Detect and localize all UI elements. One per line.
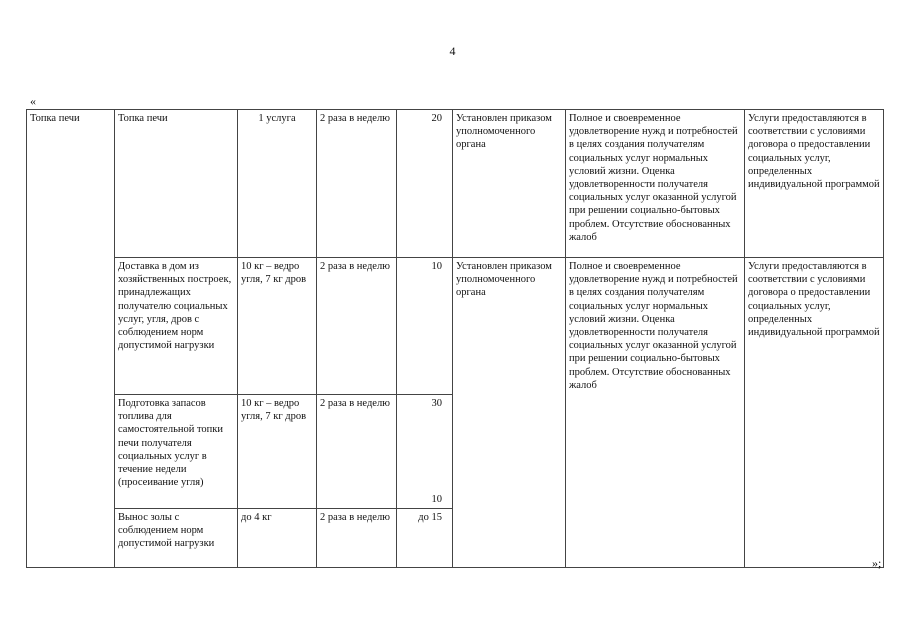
service-name-cell: Подготовка запасов топлива для самостоятельной топки печи получателя социальных услуг в течение недели (просеивание угля)	[115, 395, 238, 509]
tariff-value-bottom: 10	[431, 493, 442, 505]
tariff-cell	[397, 395, 453, 509]
frequency-cell: 2 раза в неделю	[317, 110, 397, 258]
tariff-cell: 10	[397, 258, 453, 395]
conditions-cell: Услуги предоставляются в соответствии с условиями договора о предоставлении социальных услуг, определенных индивидуальной программой	[745, 258, 884, 568]
page-number: 4	[449, 44, 456, 58]
conditions-cell: Услуги предоставляются в соответствии с условиями договора о предоставлении социальных услуг, определенных индивидуальной программой	[745, 110, 884, 258]
frequency-cell: 2 раза в неделю	[317, 258, 397, 395]
volume-cell: 1 услуга	[238, 110, 317, 258]
service-name-cell: Вынос золы с соблюдением норм допустимой нагрузки	[115, 509, 238, 568]
service-name-cell: Топка печи	[115, 110, 238, 258]
closing-quote: »;	[872, 556, 882, 570]
frequency-cell: 2 раза в неделю	[317, 395, 397, 509]
service-group-cell: Топка печи	[27, 110, 115, 568]
tariff-value: 30	[431, 398, 442, 409]
volume-cell: 10 кг – ведро угля, 7 кг дров	[238, 258, 317, 395]
volume-cell: до 4 кг	[238, 509, 317, 568]
table-row	[27, 258, 884, 395]
term-cell: Установлен приказом уполномоченного органа	[453, 110, 566, 258]
tariff-cell: до 15	[397, 509, 453, 568]
table-row	[27, 110, 884, 258]
quality-cell: Полное и своевременное удовлетворение нужд и потребностей в целях создания получателям социальных услуг нормальных условий жизни. Оценка удовлетворенности получателя социальных услуг оказанной услугой при решении социально-бытовых проблем. Отсутствие обоснованных жалоб	[566, 258, 745, 568]
tariff-cell: 20	[397, 110, 453, 258]
volume-cell: 10 кг – ведро угля, 7 кг дров	[238, 395, 317, 509]
opening-quote: «	[30, 94, 36, 108]
quality-cell: Полное и своевременное удовлетворение нужд и потребностей в целях создания получателям социальных услуг нормальных условий жизни. Оценка удовлетворенности получателя социальных услуг оказанной услугой при решении социально-бытовых проблем. Отсутствие обоснованных жалоб	[566, 110, 745, 258]
service-name-cell: Доставка в дом из хозяйственных построек, принадлежащих получателю социальных услуг, угля, дров с соблюдением норм допустимой нагрузки	[115, 258, 238, 395]
term-cell: Установлен приказом уполномоченного органа	[453, 258, 566, 568]
frequency-cell: 2 раза в неделю	[317, 509, 397, 568]
services-table	[26, 109, 884, 568]
